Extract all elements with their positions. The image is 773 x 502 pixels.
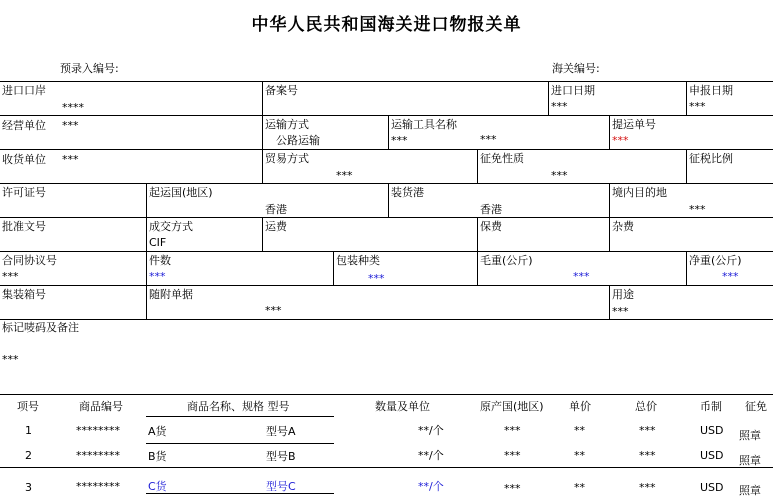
bill-no-value: *** [612, 134, 629, 147]
header-goods-name: 商品名称、规格 型号 [187, 400, 290, 413]
container-no-label: 集装箱号 [2, 288, 46, 301]
item-qty: **/个 [418, 424, 444, 437]
loading-port-value: 香港 [480, 203, 502, 216]
item-qty: **/个 [418, 449, 444, 462]
item-name: B货 [148, 450, 167, 463]
transport-name-value-2: *** [480, 133, 497, 146]
item-name: C货 [148, 480, 167, 493]
item-no: 3 [25, 481, 32, 494]
consignee-value: *** [62, 153, 79, 166]
item-total-price: *** [639, 481, 656, 494]
record-no-label: 备案号 [265, 84, 298, 97]
import-date-label: 进口日期 [551, 84, 595, 97]
gross-weight-value: *** [573, 270, 590, 283]
item-model: 型号C [266, 480, 296, 493]
net-weight-label: 净重(公斤) [689, 254, 742, 267]
deal-mode-label: 成交方式 [149, 220, 193, 233]
trade-mode-label: 贸易方式 [265, 152, 309, 165]
header-goods-code: 商品编号 [79, 400, 123, 413]
levy-nature-value: *** [551, 169, 568, 182]
remarks-label: 标记唛码及备注 [2, 321, 79, 334]
item-levy: 照章 [739, 484, 761, 497]
item-unit-price: ** [574, 481, 585, 494]
declare-date-label: 申报日期 [689, 84, 733, 97]
item-no: 2 [25, 449, 32, 462]
package-type-label: 包装种类 [336, 254, 380, 267]
item-code: ******** [76, 480, 120, 493]
transport-mode-value: 公路运输 [276, 134, 320, 147]
item-currency: USD [700, 424, 724, 437]
loading-port-label: 装货港 [391, 186, 424, 199]
item-unit-price: ** [574, 424, 585, 437]
freight-label: 运费 [265, 220, 287, 233]
header-currency: 币制 [700, 400, 722, 413]
declare-date-value: *** [689, 100, 706, 113]
pieces-label: 件数 [149, 254, 171, 267]
item-code: ******** [76, 424, 120, 437]
pre-entry-number-label: 预录入编号: [60, 62, 119, 75]
pieces-value: *** [149, 270, 166, 283]
net-weight-value: *** [722, 270, 739, 283]
item-currency: USD [700, 449, 724, 462]
item-model: 型号A [266, 425, 296, 438]
header-origin: 原产国(地区) [480, 400, 544, 413]
approval-no-label: 批准文号 [2, 220, 46, 233]
transport-mode-label: 运输方式 [265, 118, 309, 131]
origin-country-value: 香港 [265, 203, 287, 216]
usage-label: 用途 [612, 288, 634, 301]
usage-value: *** [612, 305, 629, 318]
page-title: 中华人民共和国海关进口物报关单 [251, 15, 522, 35]
operator-value: *** [62, 119, 79, 132]
transport-name-label: 运输工具名称 [391, 118, 457, 131]
item-total-price: *** [639, 449, 656, 462]
destination-value: *** [689, 203, 706, 216]
header-item-no: 项号 [17, 400, 39, 413]
insurance-label: 保费 [480, 220, 502, 233]
item-qty: **/个 [418, 480, 444, 493]
gross-weight-label: 毛重(公斤) [480, 254, 533, 267]
item-unit-price: ** [574, 449, 585, 462]
item-levy: 照章 [739, 429, 761, 442]
levy-nature-label: 征免性质 [480, 152, 524, 165]
item-no: 1 [25, 424, 32, 437]
item-name: A货 [148, 425, 167, 438]
item-model: 型号B [266, 450, 296, 463]
customs-number-label: 海关编号: [552, 62, 600, 75]
contract-no-value: *** [2, 270, 19, 283]
operator-label: 经营单位 [2, 119, 46, 132]
item-total-price: *** [639, 424, 656, 437]
license-label: 许可证号 [2, 186, 46, 199]
item-currency: USD [700, 481, 724, 494]
destination-label: 境内目的地 [612, 186, 667, 199]
transport-name-value-1: *** [391, 134, 408, 147]
item-levy: 照章 [739, 454, 761, 467]
item-code: ******** [76, 449, 120, 462]
attached-docs-label: 随附单据 [149, 288, 193, 301]
tax-ratio-label: 征税比例 [689, 152, 733, 165]
header-total-price: 总价 [635, 400, 657, 413]
bill-no-label: 提运单号 [612, 118, 656, 131]
attached-docs-value: *** [265, 304, 282, 317]
header-unit-price: 单价 [569, 400, 591, 413]
item-origin: *** [504, 424, 521, 437]
contract-no-label: 合同协议号 [2, 254, 57, 267]
header-qty-unit: 数量及单位 [375, 400, 430, 413]
origin-country-label: 起运国(地区) [149, 186, 213, 199]
misc-fee-label: 杂费 [612, 220, 634, 233]
import-port-value: **** [62, 101, 84, 114]
header-levy: 征免 [745, 400, 767, 413]
item-origin: *** [504, 449, 521, 462]
deal-mode-value: CIF [149, 236, 167, 249]
package-type-value: *** [368, 272, 385, 285]
import-port-label: 进口口岸 [2, 84, 46, 97]
import-date-value: *** [551, 100, 568, 113]
item-origin: *** [504, 482, 521, 495]
consignee-label: 收货单位 [2, 153, 46, 166]
remarks-value: *** [2, 353, 19, 366]
trade-mode-value: *** [336, 169, 353, 182]
